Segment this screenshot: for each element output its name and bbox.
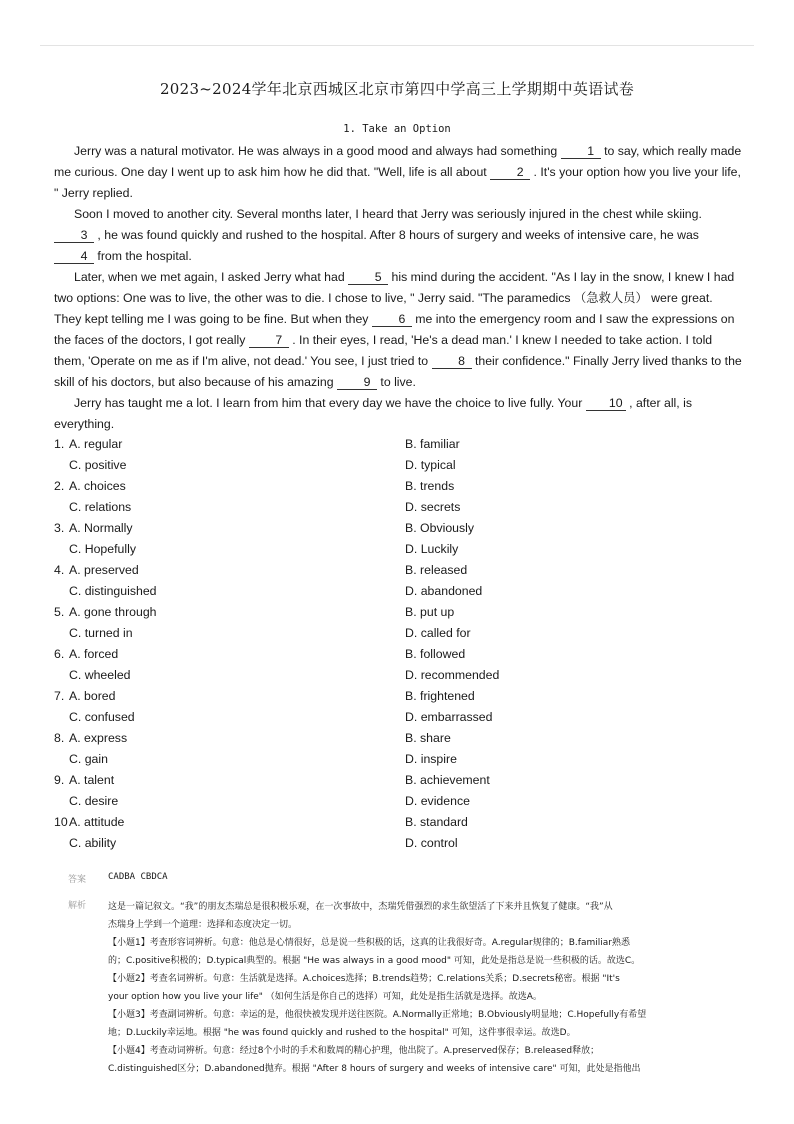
- option-c[interactable]: C. wheeled: [69, 668, 131, 682]
- option-b[interactable]: B. frightened: [405, 689, 475, 703]
- question-number: 9.: [54, 773, 65, 787]
- question-options-row: [54, 539, 744, 560]
- question-options-row: [54, 728, 744, 749]
- question-options-row: [54, 623, 744, 644]
- question-options-row: [54, 812, 744, 833]
- question-number: 4.: [54, 563, 65, 577]
- option-c[interactable]: C. turned in: [69, 626, 133, 640]
- option-a[interactable]: A. preserved: [69, 563, 139, 577]
- passage-text: their confidence." Finally Jerry lived thanks to the skill of his doctors, but also because of his amazing: [54, 354, 742, 389]
- passage-paragraph-3: [54, 267, 742, 393]
- passage-text: Soon I moved to another city. Several months later, I heard that Jerry was seriously injured in the chest while skiing.: [74, 207, 702, 221]
- blank-7: 7: [249, 333, 289, 348]
- option-c[interactable]: C. desire: [69, 794, 119, 808]
- passage-paragraph-2: [54, 204, 742, 267]
- option-b[interactable]: B. share: [405, 731, 451, 745]
- option-d[interactable]: D. Luckily: [405, 542, 459, 556]
- passage-paragraph-1: [54, 141, 742, 204]
- blank-8: 8: [432, 354, 472, 369]
- passage-text: . In their eyes, I read, 'He's a dead man.' I knew I needed to take action. I told them, 'Operate on me as if I'm alive, not dead.' You see, I just tried to: [54, 333, 713, 368]
- blank-1: 1: [561, 144, 601, 159]
- question-number: 2.: [54, 479, 65, 493]
- page-title: 2023~2024学年北京西城区北京市第四中学高三上学期期中英语试卷: [159, 80, 635, 98]
- option-c[interactable]: C. Hopefully: [69, 542, 136, 556]
- analysis-line: 【小题4】考查动词辨析。句意：经过8个小时的手术和数周的精心护理，他出院了。A.preserved保存；B.released释放；: [108, 1046, 600, 1056]
- question-options-row: [54, 665, 744, 686]
- option-b[interactable]: B. familiar: [405, 437, 460, 451]
- option-a[interactable]: A. gone through: [69, 605, 157, 619]
- answer-options: [54, 434, 744, 854]
- option-d[interactable]: D. evidence: [405, 794, 470, 808]
- question-options-row: [54, 602, 744, 623]
- passage-text: Later, when we met again, I asked Jerry what had: [74, 270, 349, 284]
- option-c[interactable]: C. positive: [69, 458, 127, 472]
- question-options-row: [54, 560, 744, 581]
- option-d[interactable]: D. control: [405, 836, 458, 850]
- option-b[interactable]: B. achievement: [405, 773, 490, 787]
- passage-text: Jerry has taught me a lot. I learn from him that every day we have the choice to live fully. Your: [74, 396, 586, 410]
- question-options-row: [54, 833, 744, 854]
- blank-3: 3: [54, 228, 94, 243]
- option-d[interactable]: D. inspire: [405, 752, 457, 766]
- question-options-row: [54, 434, 744, 455]
- analysis-line: 杰瑞身上学到一个道理：选择和态度决定一切。: [108, 920, 298, 930]
- question-number: 7.: [54, 689, 65, 703]
- blank-10: 10: [586, 396, 626, 411]
- option-d[interactable]: D. secrets: [405, 500, 461, 514]
- passage-text: me into the emergency room and I saw the expressions on the faces of the doctors, I got really: [54, 312, 735, 347]
- analysis-line: 【小题2】考查名词辨析。句意：生活就是选择。A.choices选择；B.trends趋势；C.relations关系；D.secrets秘密。根据 "It's: [108, 974, 620, 984]
- passage-text: , he was found quickly and rushed to the hospital. After 8 hours of surgery and weeks of intensive care, he was: [94, 228, 699, 242]
- option-a[interactable]: A. forced: [69, 647, 119, 661]
- option-a[interactable]: A. bored: [69, 689, 116, 703]
- option-d[interactable]: D. typical: [405, 458, 456, 472]
- option-a[interactable]: A. Normally: [69, 521, 133, 535]
- question-options-row: [54, 455, 744, 476]
- passage-paragraph-4: [54, 393, 742, 435]
- option-d[interactable]: D. abandoned: [405, 584, 483, 598]
- passage-text: . It's your option how you live your life, " Jerry replied.: [54, 165, 741, 200]
- option-b[interactable]: B. trends: [405, 479, 455, 493]
- option-c[interactable]: C. relations: [69, 500, 132, 514]
- question-options-row: [54, 791, 744, 812]
- analysis-line: 【小题3】考查副词辨析。句意：幸运的是，他很快被发现并送往医院。A.Normally正常地；B.Obviously明显地；C.Hopefully有希望: [108, 1010, 647, 1020]
- option-a[interactable]: A. attitude: [69, 815, 125, 829]
- analysis-text: [108, 898, 728, 1078]
- option-b[interactable]: B. standard: [405, 815, 468, 829]
- option-a[interactable]: A. regular: [69, 437, 123, 451]
- question-options-row: [54, 518, 744, 539]
- analysis-line: 这是一篇记叙文。“我”的朋友杰瑞总是很积极乐观，在一次事故中，杰瑞凭借强烈的求生欲望活了下来并且恢复了健康。“我”从: [108, 902, 613, 912]
- analysis-label: 解析: [68, 901, 87, 911]
- question-number: 5.: [54, 605, 65, 619]
- option-c[interactable]: C. ability: [69, 836, 117, 850]
- blank-9: 9: [337, 375, 377, 390]
- question-options-row: [54, 770, 744, 791]
- option-a[interactable]: A. express: [69, 731, 128, 745]
- option-d[interactable]: D. recommended: [405, 668, 500, 682]
- answer-label: 答案: [68, 875, 87, 885]
- question-options-row: [54, 476, 744, 497]
- option-d[interactable]: D. embarrassed: [405, 710, 493, 724]
- section-title: 1. Take an Option: [343, 123, 451, 135]
- option-a[interactable]: A. choices: [69, 479, 126, 493]
- passage-text: to say, which really made me curious. One day I went up to ask him how he did that. "Well, life is all about: [54, 144, 742, 179]
- question-options-row: [54, 707, 744, 728]
- passage-text: Jerry was a natural motivator. He was always in a good mood and always had something: [74, 144, 561, 158]
- option-c[interactable]: C. confused: [69, 710, 135, 724]
- question-number: 3.: [54, 521, 65, 535]
- option-b[interactable]: B. followed: [405, 647, 466, 661]
- analysis-line: 地；D.Luckily幸运地。根据 "he was found quickly and rushed to the hospital" 可知，这件事很幸运。故选D。: [108, 1028, 576, 1038]
- option-b[interactable]: B. put up: [405, 605, 455, 619]
- question-number: 1.: [54, 437, 65, 451]
- question-number: 10: [54, 815, 68, 829]
- option-c[interactable]: C. distinguished: [69, 584, 157, 598]
- reading-passage: [54, 141, 742, 435]
- passage-text: from the hospital.: [94, 249, 192, 263]
- passage-text: , after all, is everything.: [54, 396, 693, 431]
- analysis-line: your option how you live your life" （如何生活是你自己的选择）可知，此处是指生活就是选择。故选A。: [108, 992, 542, 1002]
- blank-6: 6: [372, 312, 412, 327]
- option-c[interactable]: C. gain: [69, 752, 108, 766]
- question-number: 8.: [54, 731, 65, 745]
- passage-text: his mind during the accident. "As I lay in the snow, I knew I had two options: One was to live, the other was to die. I chose to live, " Jerry said. "The paramedics （急救人员） were great. They kept telling me I was going to be fine. But when they: [54, 270, 735, 326]
- top-divider: [40, 45, 754, 46]
- blank-4: 4: [54, 249, 94, 264]
- question-options-row: [54, 644, 744, 665]
- option-a[interactable]: A. talent: [69, 773, 115, 787]
- option-d[interactable]: D. called for: [405, 626, 471, 640]
- analysis-line: 【小题1】考查形容词辨析。句意：他总是心情很好，总是说一些积极的话，这真的让我很好奇。A.regular规律的；B.familiar熟悉: [108, 938, 630, 948]
- option-b[interactable]: B. Obviously: [405, 521, 475, 535]
- question-number: 6.: [54, 647, 65, 661]
- question-options-row: [54, 686, 744, 707]
- question-options-row: [54, 581, 744, 602]
- option-b[interactable]: B. released: [405, 563, 468, 577]
- answer-key: CADBA CBDCA: [108, 872, 168, 882]
- passage-text: to live.: [376, 375, 416, 389]
- blank-2: 2: [490, 165, 530, 180]
- question-options-row: [54, 497, 744, 518]
- blank-5: 5: [348, 270, 388, 285]
- question-options-row: [54, 749, 744, 770]
- analysis-line: 的；C.positive积极的；D.typical典型的。根据 "He was always in a good mood" 可知，此处是指总是说一些积极的话。故选C。: [108, 956, 641, 966]
- analysis-line: C.distinguished区分；D.abandoned抛弃。根据 "After 8 hours of surgery and weeks of intensive care" 可知，此处是指他出: [108, 1064, 641, 1074]
